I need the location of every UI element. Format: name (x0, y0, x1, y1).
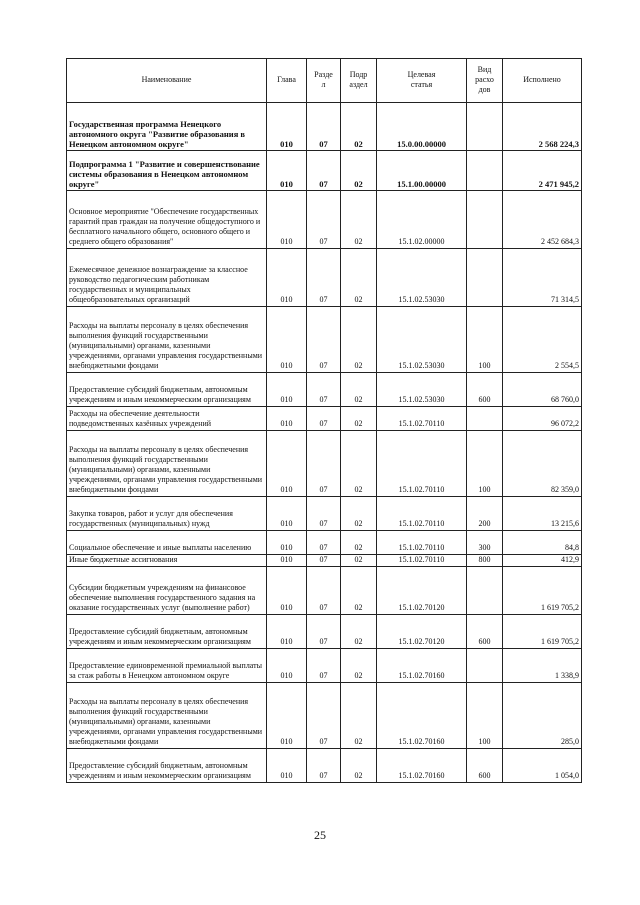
row-name: Расходы на выплаты персоналу в целях обеспечения выполнения функций государственными (муниципальными) органами, казенными учреждениями, органами управления государственными внебюджетными фондами (67, 431, 267, 497)
row-podrazdel: 02 (341, 307, 377, 373)
row-name: Государственная программа Ненецкого автономного округа "Развитие образования в Ненецком автономном округе" (67, 103, 267, 151)
row-statya: 15.1.02.53030 (377, 249, 467, 307)
budget-table (66, 58, 582, 783)
row-vid (467, 191, 503, 249)
row-name: Предоставление единовременной премиальной выплаты за стаж работы в Ненецком автономном округе (67, 649, 267, 683)
row-vid (467, 249, 503, 307)
row-vid: 800 (467, 555, 503, 567)
row-statya: 15.1.02.70110 (377, 431, 467, 497)
row-razdel: 07 (307, 683, 341, 749)
row-glava: 010 (267, 749, 307, 783)
row-podrazdel: 02 (341, 497, 377, 531)
row-razdel: 07 (307, 649, 341, 683)
row-glava: 010 (267, 407, 307, 431)
row-razdel: 07 (307, 531, 341, 555)
row-razdel: 07 (307, 749, 341, 783)
row-statya: 15.1.02.70110 (377, 407, 467, 431)
row-vid (467, 649, 503, 683)
row-glava: 010 (267, 373, 307, 407)
row-razdel: 07 (307, 151, 341, 191)
table-row (67, 615, 582, 649)
row-vid: 600 (467, 749, 503, 783)
header-statya: Целевая статья (377, 59, 467, 103)
row-sum: 2 554,5 (503, 307, 582, 373)
table-row (67, 649, 582, 683)
row-sum: 1 619 705,2 (503, 615, 582, 649)
row-podrazdel: 02 (341, 191, 377, 249)
row-vid (467, 407, 503, 431)
row-glava: 010 (267, 497, 307, 531)
row-glava: 010 (267, 649, 307, 683)
row-razdel: 07 (307, 615, 341, 649)
row-razdel: 07 (307, 567, 341, 615)
row-glava: 010 (267, 103, 307, 151)
row-podrazdel: 02 (341, 249, 377, 307)
row-name: Основное мероприятие "Обеспечение государственных гарантий прав граждан на получение общедоступного и бесплатного начального общего, основного общего и среднего общего образования" (67, 191, 267, 249)
row-podrazdel: 02 (341, 615, 377, 649)
table-row (67, 555, 582, 567)
row-statya: 15.1.02.70110 (377, 531, 467, 555)
row-name: Предоставление субсидий бюджетным, автономным учреждениям и иным некоммерческим организациям (67, 373, 267, 407)
header-ispolneno: Исполнено (503, 59, 582, 103)
row-statya: 15.1.02.70110 (377, 497, 467, 531)
table-row (67, 407, 582, 431)
row-name: Предоставление субсидий бюджетным, автономным учреждениям и иным некоммерческим организациям (67, 749, 267, 783)
row-vid: 200 (467, 497, 503, 531)
header-podrazdel: Подр аздел (341, 59, 377, 103)
row-glava: 010 (267, 191, 307, 249)
table-header-row (67, 59, 582, 103)
row-podrazdel: 02 (341, 407, 377, 431)
row-glava: 010 (267, 249, 307, 307)
row-glava: 010 (267, 567, 307, 615)
header-vid: Вид расхо дов (467, 59, 503, 103)
row-sum: 68 760,0 (503, 373, 582, 407)
row-sum: 1 338,9 (503, 649, 582, 683)
row-podrazdel: 02 (341, 749, 377, 783)
row-vid (467, 567, 503, 615)
header-name: Наименование (67, 59, 267, 103)
table-row (67, 683, 582, 749)
row-glava: 010 (267, 683, 307, 749)
row-podrazdel: 02 (341, 683, 377, 749)
row-vid: 600 (467, 373, 503, 407)
row-sum: 2 568 224,3 (503, 103, 582, 151)
row-statya: 15.1.02.70160 (377, 683, 467, 749)
table-row (67, 191, 582, 249)
table-row (67, 531, 582, 555)
row-statya: 15.1.02.00000 (377, 191, 467, 249)
row-name: Предоставление субсидий бюджетным, автономным учреждениям и иным некоммерческим организациям (67, 615, 267, 649)
row-vid: 100 (467, 683, 503, 749)
row-sum: 96 072,2 (503, 407, 582, 431)
row-razdel: 07 (307, 431, 341, 497)
table-row (67, 567, 582, 615)
row-vid (467, 151, 503, 191)
row-podrazdel: 02 (341, 103, 377, 151)
row-statya: 15.1.02.70120 (377, 615, 467, 649)
row-name: Субсидии бюджетным учреждениям на финансовое обеспечение выполнения государственного задания на оказание государственных услуг (выполнение работ) (67, 567, 267, 615)
row-razdel: 07 (307, 249, 341, 307)
row-vid: 100 (467, 307, 503, 373)
row-sum: 82 359,0 (503, 431, 582, 497)
row-podrazdel: 02 (341, 531, 377, 555)
row-statya: 15.1.02.70160 (377, 649, 467, 683)
row-vid: 300 (467, 531, 503, 555)
row-name: Подпрограмма 1 "Развитие и совершенствование системы образования в Ненецком автономном округе" (67, 151, 267, 191)
table-row (67, 497, 582, 531)
row-sum: 1 619 705,2 (503, 567, 582, 615)
row-razdel: 07 (307, 191, 341, 249)
table-row (67, 249, 582, 307)
row-name: Иные бюджетные ассигнования (67, 555, 267, 567)
row-sum: 1 054,0 (503, 749, 582, 783)
row-glava: 010 (267, 555, 307, 567)
row-glava: 010 (267, 531, 307, 555)
header-glava: Глава (267, 59, 307, 103)
table-row (67, 151, 582, 191)
row-sum: 2 471 945,2 (503, 151, 582, 191)
row-vid (467, 103, 503, 151)
row-name: Расходы на выплаты персоналу в целях обеспечения выполнения функций государственными (муниципальными) органами, казенными учреждениями, органами управления государственными внебюджетными фондами (67, 683, 267, 749)
row-podrazdel: 02 (341, 567, 377, 615)
row-podrazdel: 02 (341, 431, 377, 497)
row-vid: 100 (467, 431, 503, 497)
page-number: 25 (314, 828, 326, 842)
row-sum: 2 452 684,3 (503, 191, 582, 249)
row-sum: 13 215,6 (503, 497, 582, 531)
row-statya: 15.1.02.70120 (377, 567, 467, 615)
row-podrazdel: 02 (341, 373, 377, 407)
row-razdel: 07 (307, 103, 341, 151)
row-name: Расходы на выплаты персоналу в целях обеспечения выполнения функций государственными (муниципальными) органами, казенными учреждениями, органами управления государственными внебюджетными фондами (67, 307, 267, 373)
table-row (67, 103, 582, 151)
row-razdel: 07 (307, 307, 341, 373)
row-sum: 84,8 (503, 531, 582, 555)
row-sum: 71 314,5 (503, 249, 582, 307)
row-podrazdel: 02 (341, 555, 377, 567)
row-vid: 600 (467, 615, 503, 649)
header-razdel: Разде л (307, 59, 341, 103)
row-name: Расходы на обеспечение деятельности подведомственных казённых учреждений (67, 407, 267, 431)
row-razdel: 07 (307, 555, 341, 567)
row-glava: 010 (267, 615, 307, 649)
row-razdel: 07 (307, 407, 341, 431)
table-row (67, 431, 582, 497)
row-statya: 15.1.02.70160 (377, 749, 467, 783)
row-statya: 15.1.02.70110 (377, 555, 467, 567)
row-name: Закупка товаров, работ и услуг для обеспечения государственных (муниципальных) нужд (67, 497, 267, 531)
table-row (67, 749, 582, 783)
row-podrazdel: 02 (341, 649, 377, 683)
row-razdel: 07 (307, 497, 341, 531)
row-statya: 15.1.02.53030 (377, 307, 467, 373)
row-glava: 010 (267, 307, 307, 373)
row-glava: 010 (267, 431, 307, 497)
row-statya: 15.1.02.53030 (377, 373, 467, 407)
row-statya: 15.0.00.00000 (377, 103, 467, 151)
row-razdel: 07 (307, 373, 341, 407)
row-name: Социальное обеспечение и иные выплаты населению (67, 531, 267, 555)
row-sum: 285,0 (503, 683, 582, 749)
row-statya: 15.1.00.00000 (377, 151, 467, 191)
row-name: Ежемесячное денежное вознаграждение за классное руководство педагогическим работникам государственных и муниципальных общеобразовательных организаций (67, 249, 267, 307)
row-podrazdel: 02 (341, 151, 377, 191)
row-glava: 010 (267, 151, 307, 191)
table-row (67, 307, 582, 373)
row-sum: 412,9 (503, 555, 582, 567)
table-row (67, 373, 582, 407)
